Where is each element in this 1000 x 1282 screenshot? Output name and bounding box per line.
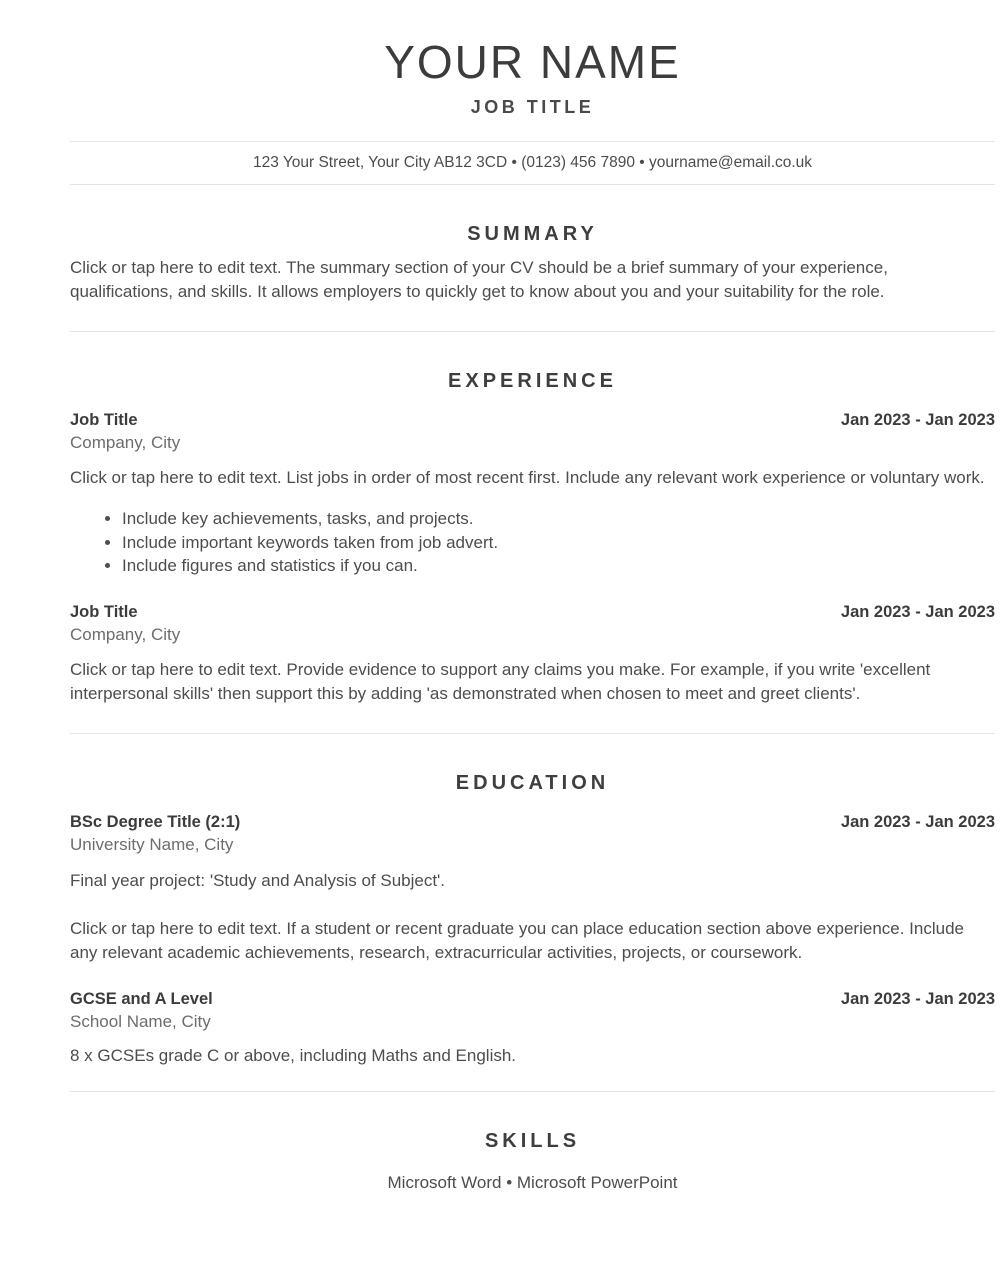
entry-dates[interactable]: Jan 2023 - Jan 2023 — [840, 411, 995, 429]
entry-header — [70, 810, 995, 834]
entry-organisation[interactable]: School Name, City — [70, 1011, 211, 1031]
bullet-item[interactable]: • Include key achievements, tasks, and projects. — [122, 507, 995, 531]
bullet-item[interactable]: • Include figures and statistics if you can. — [122, 554, 995, 578]
entry-degree-title[interactable]: GCSE and A Level — [70, 989, 213, 1008]
skills-heading[interactable]: SKILLS — [484, 1129, 581, 1152]
section-divider — [70, 733, 995, 734]
entry-organisation[interactable]: Company, City — [70, 433, 181, 452]
header-job-title[interactable]: JOB TITLE — [470, 97, 595, 117]
section-summary — [70, 221, 995, 304]
section-divider — [70, 1091, 995, 1092]
bullet-item[interactable]: • Include important keywords taken from job advert. — [122, 531, 995, 555]
entry-dates[interactable]: Jan 2023 - Jan 2023 — [840, 989, 995, 1008]
entry-header — [70, 408, 995, 432]
entry-dates[interactable]: Jan 2023 - Jan 2023 — [840, 812, 995, 831]
entry-description[interactable]: Click or tap here to edit text. Provide evidence to support any claims you make. For example, if you write 'excellent interpersonal skills' then support this by adding 'as demonstrated when chosen to meet and greet clients'. — [70, 659, 931, 703]
entry-header — [70, 987, 995, 1011]
skills-text[interactable]: Microsoft Word • Microsoft PowerPoint — [387, 1172, 678, 1192]
contact-divider — [70, 184, 995, 185]
entry-note[interactable]: Final year project: 'Study and Analysis of Subject'. — [70, 870, 446, 890]
education-entry — [70, 810, 995, 965]
entry-description[interactable]: Click or tap here to edit text. List jobs in order of most recent first. Include any relevant work experience or voluntary work. — [70, 468, 985, 487]
summary-text[interactable]: Click or tap here to edit text. The summary section of your CV should be a brief summary of your experience, qualifications, and skills. It allows employers to quickly get to know about you and your suitability for the role. — [70, 258, 888, 301]
summary-heading[interactable]: SUMMARY — [467, 223, 598, 245]
entry-header — [70, 600, 995, 624]
contact-line[interactable]: 123 Your Street, Your City AB12 3CD • (0123) 456 7890 • yourname@email.co.uk — [252, 154, 813, 171]
entry-bullet-list — [70, 507, 995, 578]
entry-job-title[interactable]: Job Title — [70, 411, 138, 429]
section-skills — [70, 1128, 995, 1195]
experience-entry — [70, 408, 995, 578]
entry-note[interactable]: 8 x GCSEs grade C or above, including Maths and English. — [70, 1045, 517, 1065]
education-entry — [70, 987, 995, 1068]
entry-degree-title[interactable]: BSc Degree Title (2:1) — [70, 812, 241, 831]
section-experience — [70, 368, 995, 706]
entry-job-title[interactable]: Job Title — [70, 602, 138, 621]
name-heading[interactable]: YOUR NAME — [384, 36, 681, 88]
experience-heading[interactable]: EXPERIENCE — [448, 370, 617, 392]
entry-description[interactable]: Click or tap here to edit text. If a student or recent graduate you can place education section above experience. Include any relevant academic achievements, research, extracurricular activities, projects, or coursework. — [70, 918, 964, 962]
experience-entry — [70, 600, 995, 706]
entry-dates[interactable]: Jan 2023 - Jan 2023 — [840, 602, 995, 621]
section-divider — [70, 331, 995, 332]
entry-organisation[interactable]: University Name, City — [70, 834, 234, 854]
education-heading[interactable]: EDUCATION — [455, 771, 610, 794]
entry-organisation[interactable]: Company, City — [70, 624, 181, 644]
section-education — [70, 770, 995, 1068]
